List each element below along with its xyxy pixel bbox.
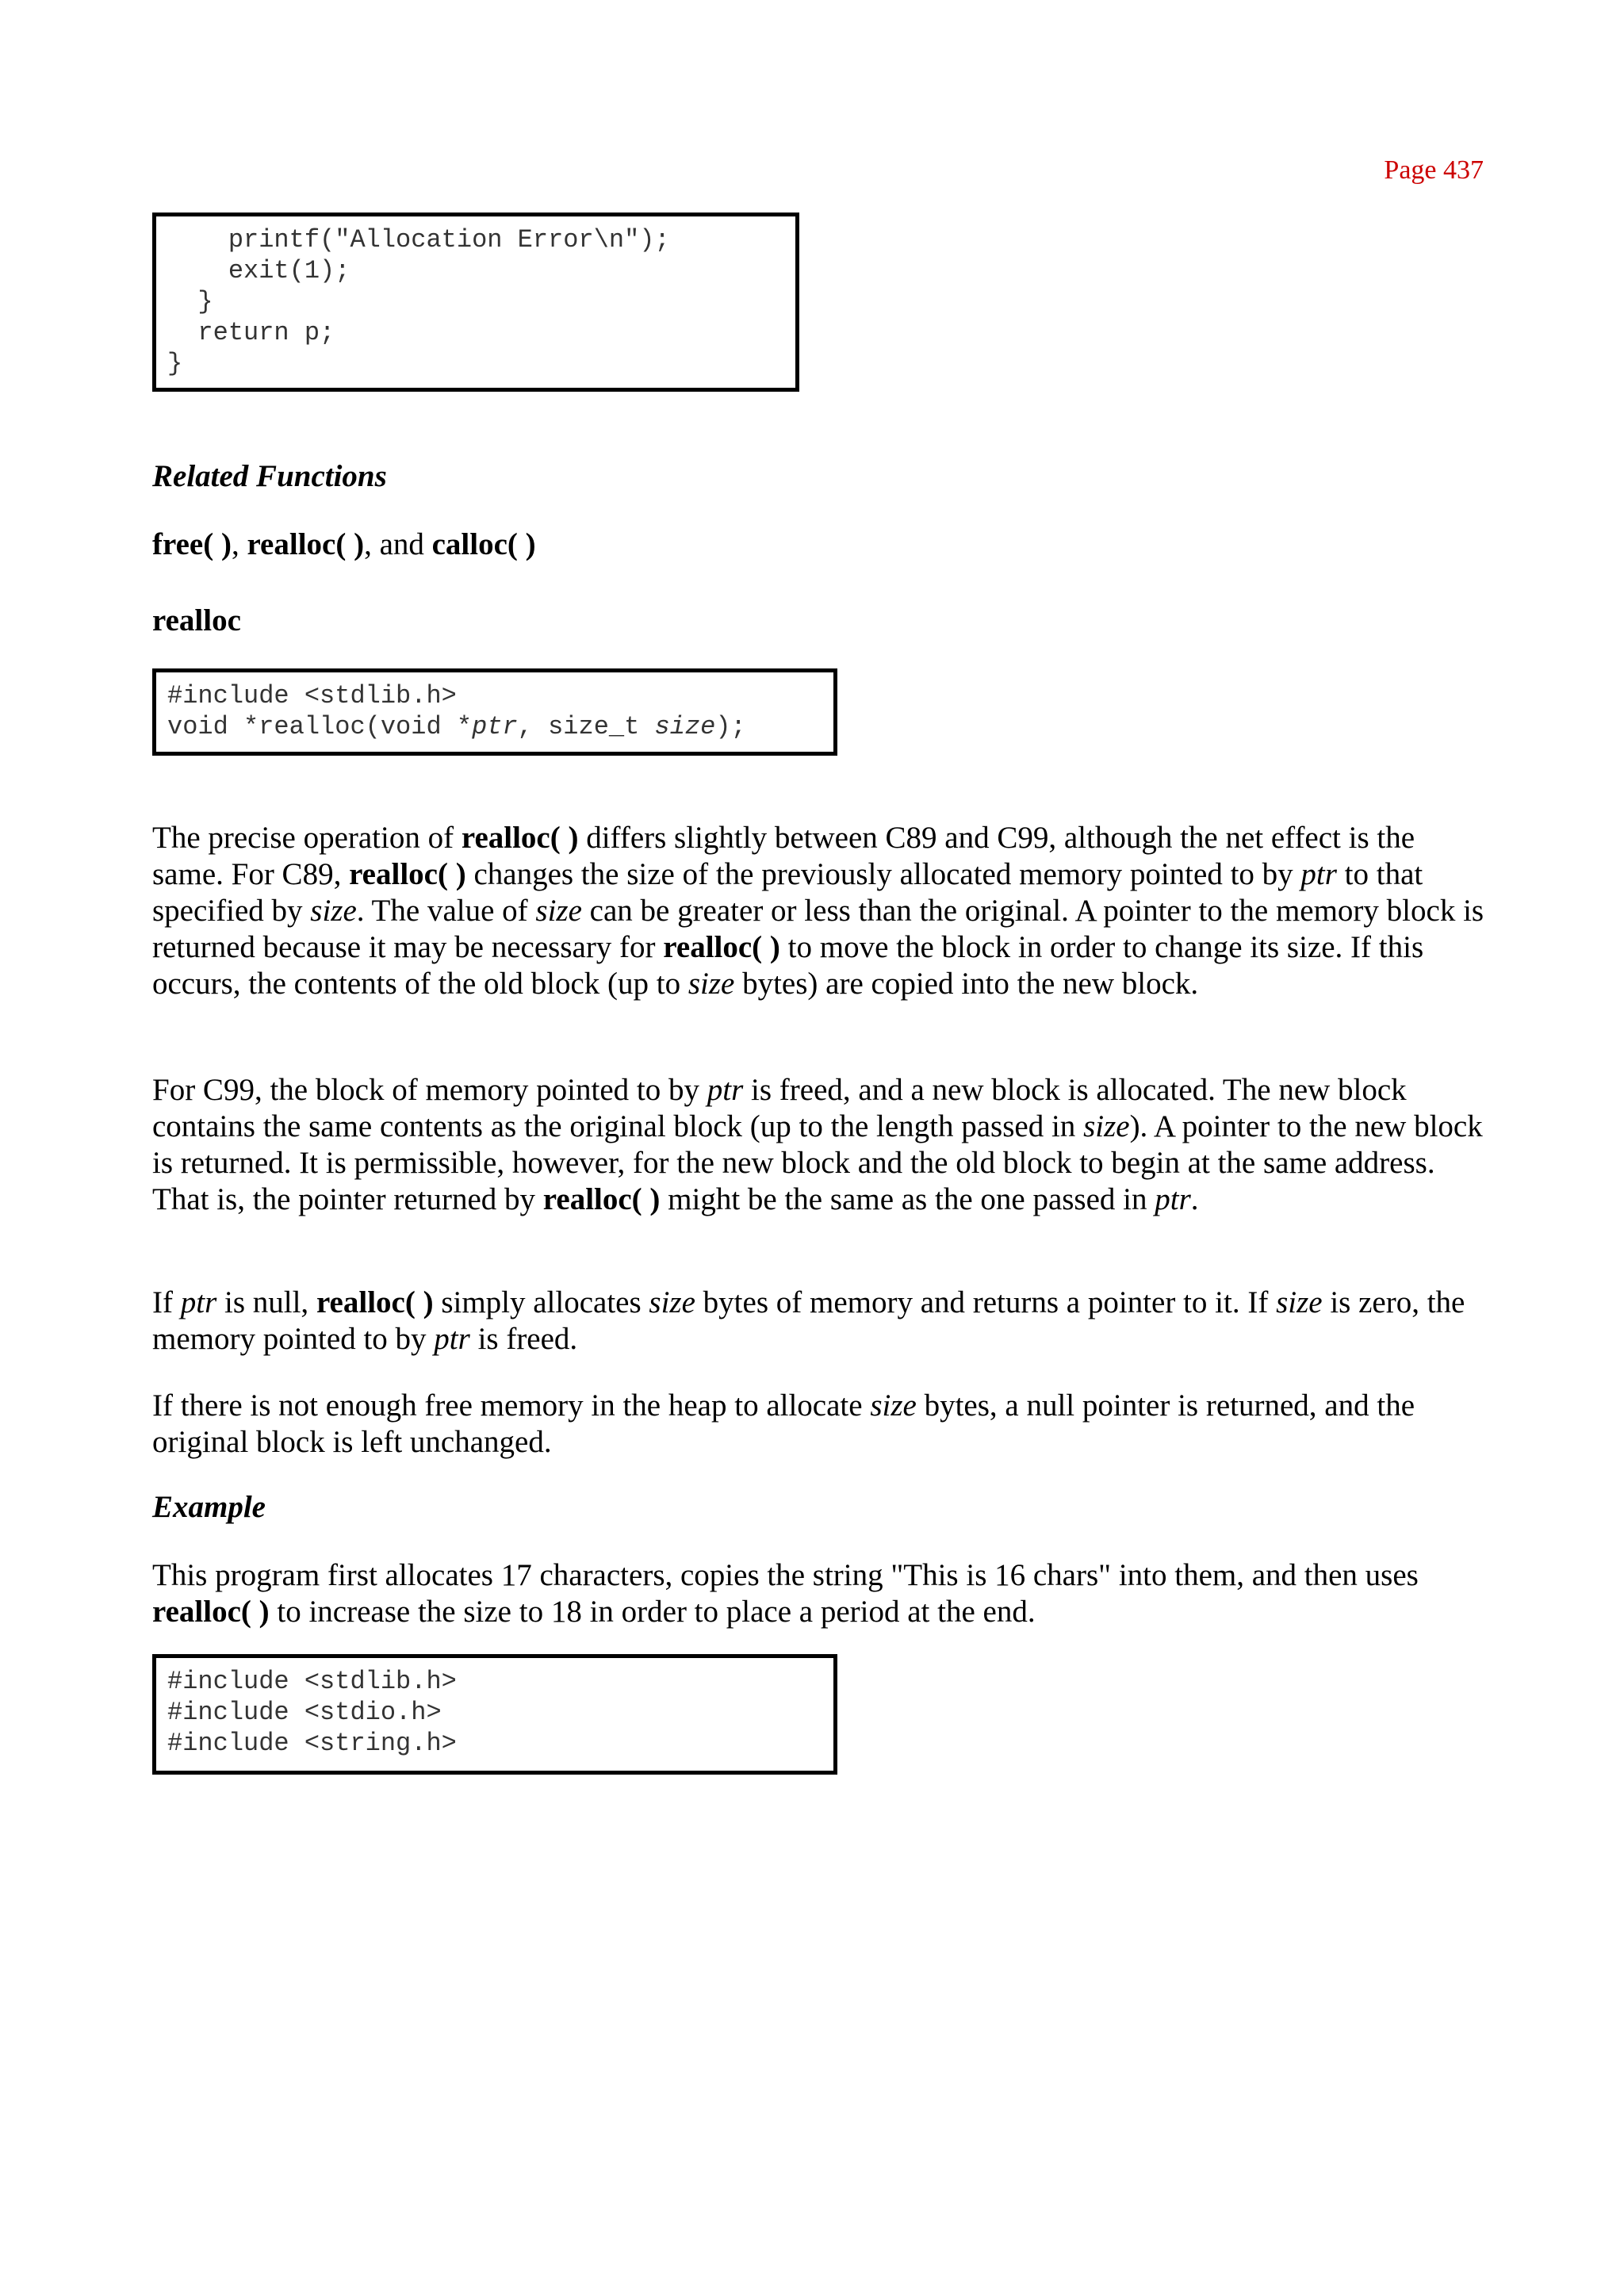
paragraph-c99: For C99, the block of memory pointed to by ptr is freed, and a new block is allocated. The new block contains the same contents as the original block (up to the length passed in size). A pointer to the new block is returned. It is permissible, however, for the new block and the old block to begin at the same address. That is, the pointer returned by realloc( ) might be the same as the one passed in ptr. [152, 1073, 1483, 1216]
example-heading: Example [152, 1490, 266, 1524]
code-block-bottom [152, 1654, 837, 1775]
page-number: Page 437 [1384, 155, 1484, 185]
related-free: free( ) [152, 527, 232, 561]
code-line: #include <stdlib.h> [167, 681, 457, 710]
paragraph-heap: If there is not enough free memory in the heap to allocate size bytes, a null pointer is returned, and the original block is left unchanged. [152, 1388, 1415, 1459]
code-listing [167, 224, 784, 379]
prototype-block [152, 668, 837, 756]
code-listing [167, 1666, 822, 1759]
prototype-code: #include <stdlib.h> void *realloc(void *ptr, size_t size); [167, 681, 746, 741]
code-block-top [152, 213, 799, 392]
code-line: return p; [167, 318, 335, 347]
code-line: exit(1); [167, 256, 350, 285]
code-line: } [167, 287, 213, 316]
code-line: printf("Allocation Error\n"); [167, 225, 670, 255]
code-line: #include <string.h> [167, 1729, 457, 1758]
paragraph-example: This program first allocates 17 characters, copies the string "This is 16 chars" into them, and then uses realloc( ) to increase the size to 18 in order to place a period at the end. [152, 1558, 1419, 1629]
function-heading: realloc [152, 603, 241, 638]
related-functions-list: free( ), realloc( ), and calloc( ) [152, 527, 536, 561]
paragraph-c89: The precise operation of realloc( ) differs slightly between C89 and C99, although the net effect is the same. For C89, realloc( ) changes the size of the previously allocated memory pointed to by ptr to that specified by size. The value of size can be greater or less than the original. A pointer to the memory block is returned because it may be necessary for realloc( ) to move the block in order to change its size. If this occurs, the contents of the old block (up to size bytes) are copied into the new block. [152, 821, 1484, 1001]
code-line: #include <stdio.h> [167, 1698, 442, 1727]
related-functions-heading: Related Functions [152, 459, 387, 493]
related-calloc: calloc( ) [431, 527, 536, 561]
related-realloc: realloc( ) [247, 527, 365, 561]
code-line: } [167, 349, 183, 378]
paragraph-null-ptr: If ptr is null, realloc( ) simply allocates size bytes of memory and returns a pointer to it. If size is zero, the memory pointed to by ptr is freed. [152, 1285, 1465, 1356]
code-line: #include <stdlib.h> [167, 1667, 457, 1696]
